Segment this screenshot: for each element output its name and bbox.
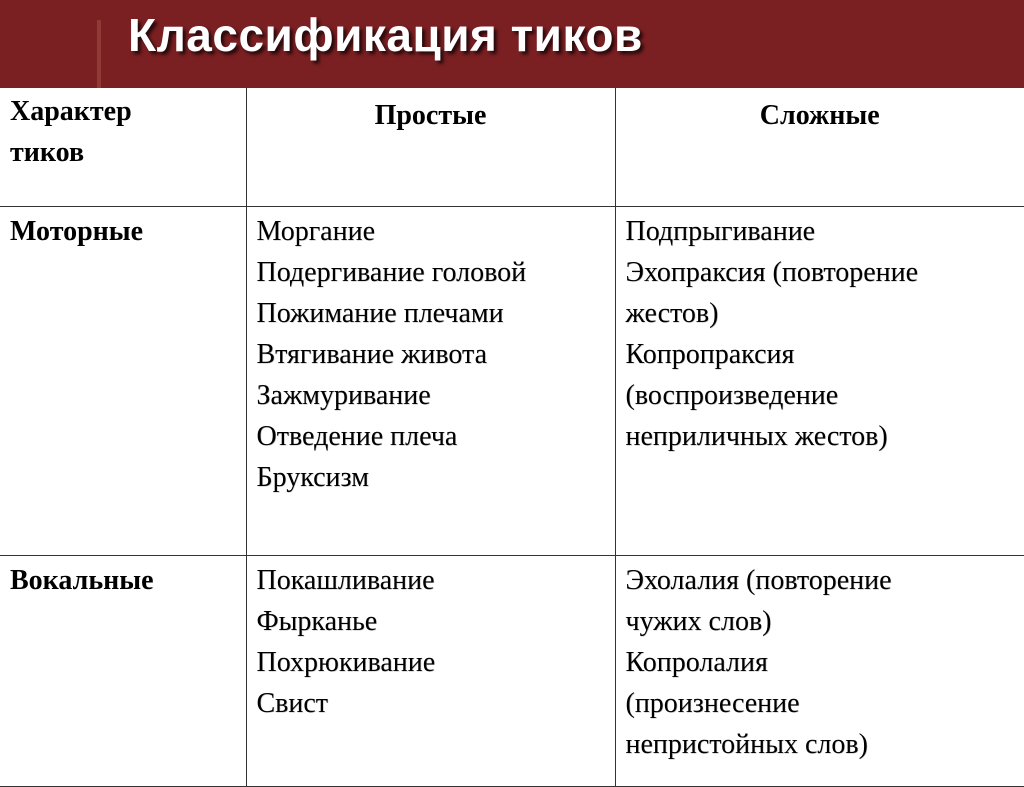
title-bar: [0, 0, 1024, 88]
list-item: Фырканье: [256, 606, 378, 637]
list-item: Отведение плеча: [256, 421, 458, 452]
list-item: Эхолалия (повторение: [625, 565, 892, 596]
motor-complex-cell: [615, 207, 1024, 556]
header-complex-cell: [615, 87, 1024, 207]
row-label-cell: [0, 207, 246, 556]
list-item: непристойных слов): [625, 729, 868, 760]
header-simple: Простые: [374, 100, 487, 131]
list-item: чужих слов): [625, 606, 772, 637]
list-item: Моргание: [256, 216, 376, 247]
header-character-cell: [0, 87, 246, 207]
title-accent-line: [97, 20, 101, 88]
list-item: Втягивание живота: [256, 339, 488, 370]
header-complex: Сложные: [759, 100, 880, 131]
table-row-vocal: [0, 556, 1024, 787]
list-item: Эхопраксия (повторение: [625, 257, 919, 288]
list-item: Свист: [256, 688, 329, 719]
header-character-line-2: тиков: [10, 137, 85, 168]
list-item: (произнесение: [625, 688, 800, 719]
table-header-row: [0, 87, 1024, 207]
slide-title: Классификация тиков: [128, 9, 643, 61]
vocal-complex-cell: [615, 556, 1024, 787]
list-item: (воспроизведение: [625, 380, 839, 411]
list-item: жестов): [625, 298, 719, 329]
motor-simple-cell: [246, 207, 615, 556]
header-simple-cell: [246, 87, 615, 207]
list-item: Копропраксия: [625, 339, 795, 370]
list-item: Пожимание плечами: [256, 298, 504, 329]
tics-classification-table: [0, 87, 1024, 787]
list-item: Копролалия: [625, 647, 768, 678]
list-item: Похрюкивание: [256, 647, 436, 678]
row-label-vocal: Вокальные: [10, 565, 154, 596]
list-item: неприличных жестов): [625, 421, 888, 452]
header-character-line-1: Характер: [10, 96, 132, 127]
list-item: Покашливание: [256, 565, 435, 596]
vocal-simple-cell: [246, 556, 615, 787]
list-item: Зажмуривание: [256, 380, 431, 411]
list-item: Подергивание головой: [256, 257, 527, 288]
table-row-motor: [0, 207, 1024, 556]
list-item: Подпрыгивание: [625, 216, 816, 247]
list-item: Бруксизм: [256, 462, 369, 493]
row-label-motor: Моторные: [10, 216, 144, 247]
row-label-cell: [0, 556, 246, 787]
